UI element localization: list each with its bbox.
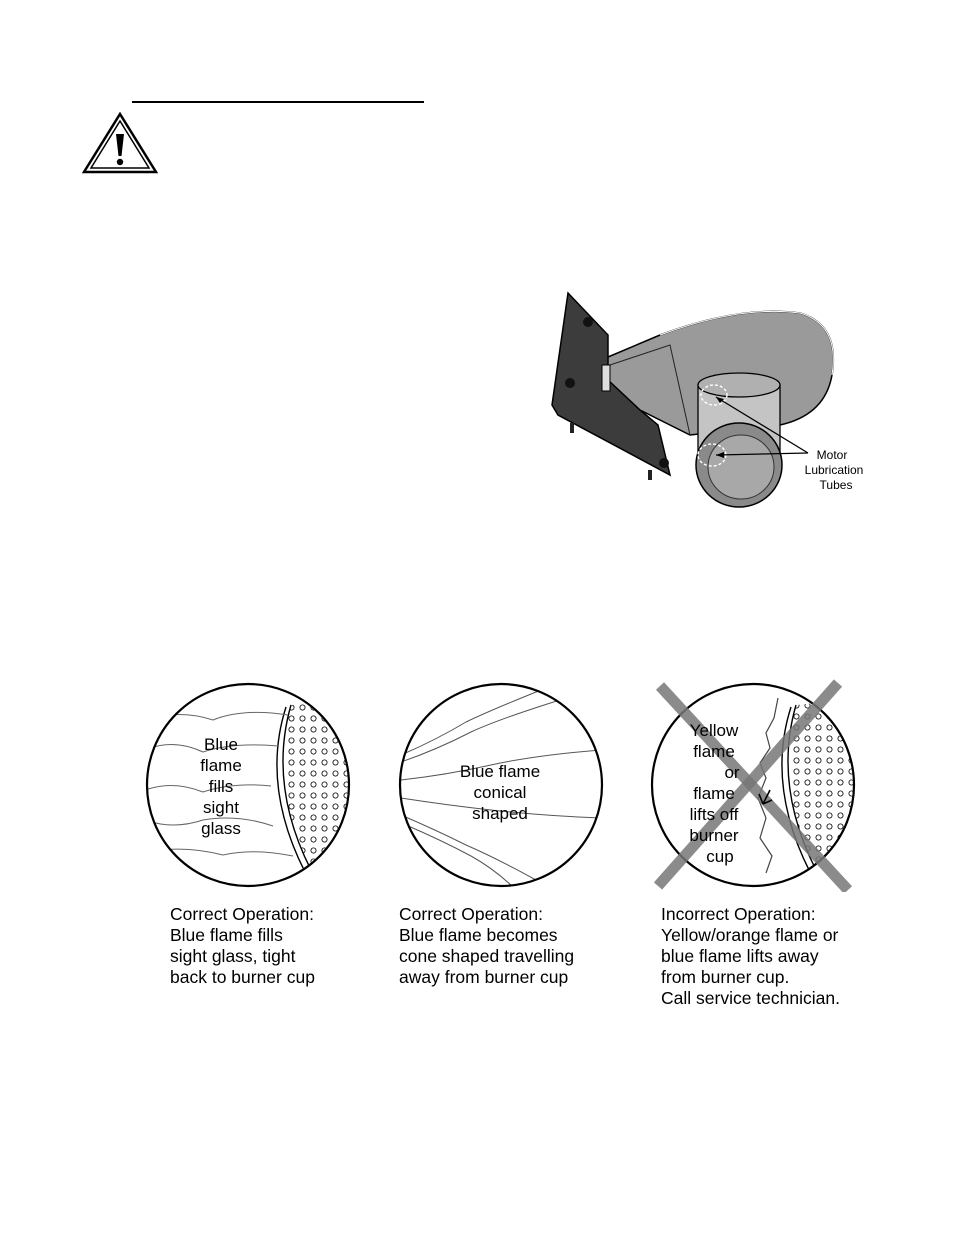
caption-line: sight glass, tight: [170, 946, 296, 966]
caption-line: Blue flame becomes: [399, 925, 558, 945]
flame-diagram-correct-fills: [143, 680, 353, 890]
caption-line: from burner cup.: [661, 967, 790, 987]
flame-diagram-correct-conical: [396, 680, 606, 890]
caption-correct-conical: [399, 904, 574, 988]
caption-line: away from burner cup: [399, 967, 569, 987]
caption-line: Blue flame fills: [170, 925, 283, 945]
caption-correct-fills: [170, 904, 315, 988]
blower-motor-figure: [540, 285, 880, 510]
inner-label: conical: [473, 783, 527, 802]
caption-line: Correct Operation:: [170, 904, 314, 924]
flame-diagram-incorrect: [648, 678, 858, 892]
caption-incorrect: [661, 904, 840, 1009]
caption-line: Incorrect Operation:: [661, 904, 816, 924]
inner-label: burner: [689, 826, 739, 845]
caption-line: Correct Operation:: [399, 904, 543, 924]
callout-tubes: Tubes: [819, 478, 853, 492]
inner-label: shaped: [472, 804, 528, 823]
callout-lubrication: Lubrication: [804, 463, 864, 477]
inner-label: cup: [706, 847, 734, 866]
caption-line: Yellow/orange flame or: [661, 925, 839, 945]
callout-motor: Motor: [816, 448, 848, 462]
caption-line: blue flame lifts away: [661, 946, 819, 966]
caption-line: cone shaped travelling: [399, 946, 575, 966]
heading-underline: [132, 101, 424, 103]
warning-triangle-icon: [82, 112, 158, 174]
inner-label: Yellow: [689, 721, 739, 740]
inner-label: flame: [693, 784, 735, 803]
inner-label: fills: [208, 777, 234, 796]
inner-label: flame: [200, 756, 242, 775]
inner-label: glass: [201, 819, 241, 838]
inner-label: Blue: [203, 735, 239, 754]
inner-label: lifts off: [689, 805, 739, 824]
inner-label: or: [724, 763, 740, 782]
caption-line: back to burner cup: [170, 967, 315, 987]
inner-label: flame: [693, 742, 735, 761]
inner-label: Blue flame: [459, 762, 541, 781]
inner-label: sight: [203, 798, 239, 817]
caption-line: Call service technician.: [661, 988, 840, 1008]
